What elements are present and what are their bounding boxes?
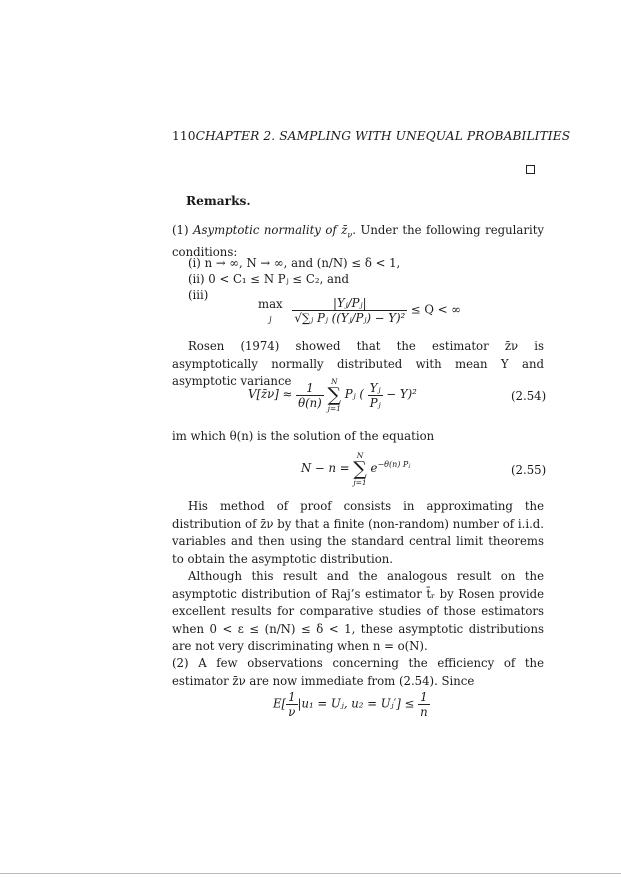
max-rhs: ≤ Q < ∞: [410, 302, 461, 317]
variance-equation: [248, 378, 417, 412]
remark2-paragraph: (2) A few observations concerning the efficiency of the estimator z̄ν are now immediate from (2.54). Since: [172, 656, 544, 688]
page-bottom-rule: [0, 873, 621, 874]
theta-eq-exponent: −θ(n) Pⱼ: [377, 460, 411, 470]
running-header: [172, 129, 571, 143]
max-condition-equation: [258, 296, 461, 325]
max-numerator: |Yⱼ/Pⱼ|: [292, 296, 407, 311]
sum-icon: ∑: [353, 457, 367, 480]
equation-number-2-55: (2.55): [511, 463, 547, 477]
remark1-label: (1): [172, 223, 194, 237]
variance-frac-top: 1: [296, 381, 324, 396]
chapter-title: CHAPTER 2. SAMPLING WITH UNEQUAL PROBABILITIES: [195, 129, 571, 143]
max-subscript: j: [269, 314, 272, 324]
although-paragraph: Although this result and the analogous result on the asymptotic distribution of Raj’s estimator t̄ᵣ by Rosen provide excellent results for comparative studies of those estimators when 0 < ε ≤ (n/N) ≤ δ < 1, these asymptotic distributions are not very discriminating when n = o(N).: [172, 569, 544, 653]
max-denominator: √∑ⱼ Pⱼ ((Yⱼ/Pⱼ) − Y)²: [294, 311, 406, 325]
variance-inner-bottom: Pⱼ: [369, 395, 381, 410]
variance-term: Pⱼ (: [344, 387, 364, 401]
variance-lhs: V[z̄ν] ≈: [248, 387, 293, 401]
theta-sum-upper: N: [356, 451, 364, 460]
expectation-frac-bottom: ν: [288, 705, 296, 719]
page-number: 110: [172, 129, 196, 143]
expectation-rhs-bottom: n: [420, 705, 428, 719]
variance-tail: − Y)²: [386, 387, 417, 401]
theta-paragraph: im which θ(n) is the solution of the equation: [172, 429, 435, 443]
theta-sum-lower: j=1: [353, 477, 367, 487]
theta-eq-lhs: N − n =: [301, 461, 350, 475]
variance-sum-upper: N: [330, 377, 338, 386]
theta-eq-term: e: [370, 461, 378, 475]
equation-number-2-54: (2.54): [511, 389, 547, 403]
proof-paragraph: His method of proof consists in approximating the distribution of z̄ν by that a finite (non-random) number of i.i.d. variables and then using the standard central limit theorems to obtain the asymptotic distribution.: [172, 499, 544, 566]
expectation-rhs-top: 1: [418, 690, 430, 705]
variance-inner-top: Yⱼ: [368, 381, 383, 396]
remark1-intro-text: . Under the following regularity conditions:: [172, 223, 544, 259]
remarks-heading: Remarks.: [186, 194, 251, 208]
variance-sum-lower: j=1: [327, 403, 341, 413]
sum-icon: ∑: [327, 383, 342, 406]
expectation-lhs: E[: [273, 696, 287, 711]
max-operator: max: [258, 296, 283, 311]
condition-iii: (iii): [188, 288, 209, 302]
expectation-middle: |u₁ = Uⱼ, u₂ = Uⱼ′] ≤: [297, 696, 415, 711]
condition-i: (i) n → ∞, N → ∞, and (n/N) ≤ δ < 1,: [188, 256, 401, 270]
remark1-title-sub: ν: [347, 230, 353, 240]
variance-frac-bottom: θ(n): [298, 395, 322, 410]
qed-square-icon: [526, 165, 535, 174]
theta-equation: [301, 452, 410, 486]
rosen-paragraph: Rosen (1974) showed that the estimator z̄ν is asymptotically normally distributed with mean Y and asymptotic variance: [172, 339, 544, 388]
expectation-inequality: [273, 690, 430, 719]
remark1-title: Asymptotic normality of z̄: [193, 223, 348, 237]
condition-ii: (ii) 0 < C₁ ≤ N Pⱼ ≤ C₂, and: [188, 272, 349, 286]
expectation-frac-top: 1: [288, 690, 296, 704]
